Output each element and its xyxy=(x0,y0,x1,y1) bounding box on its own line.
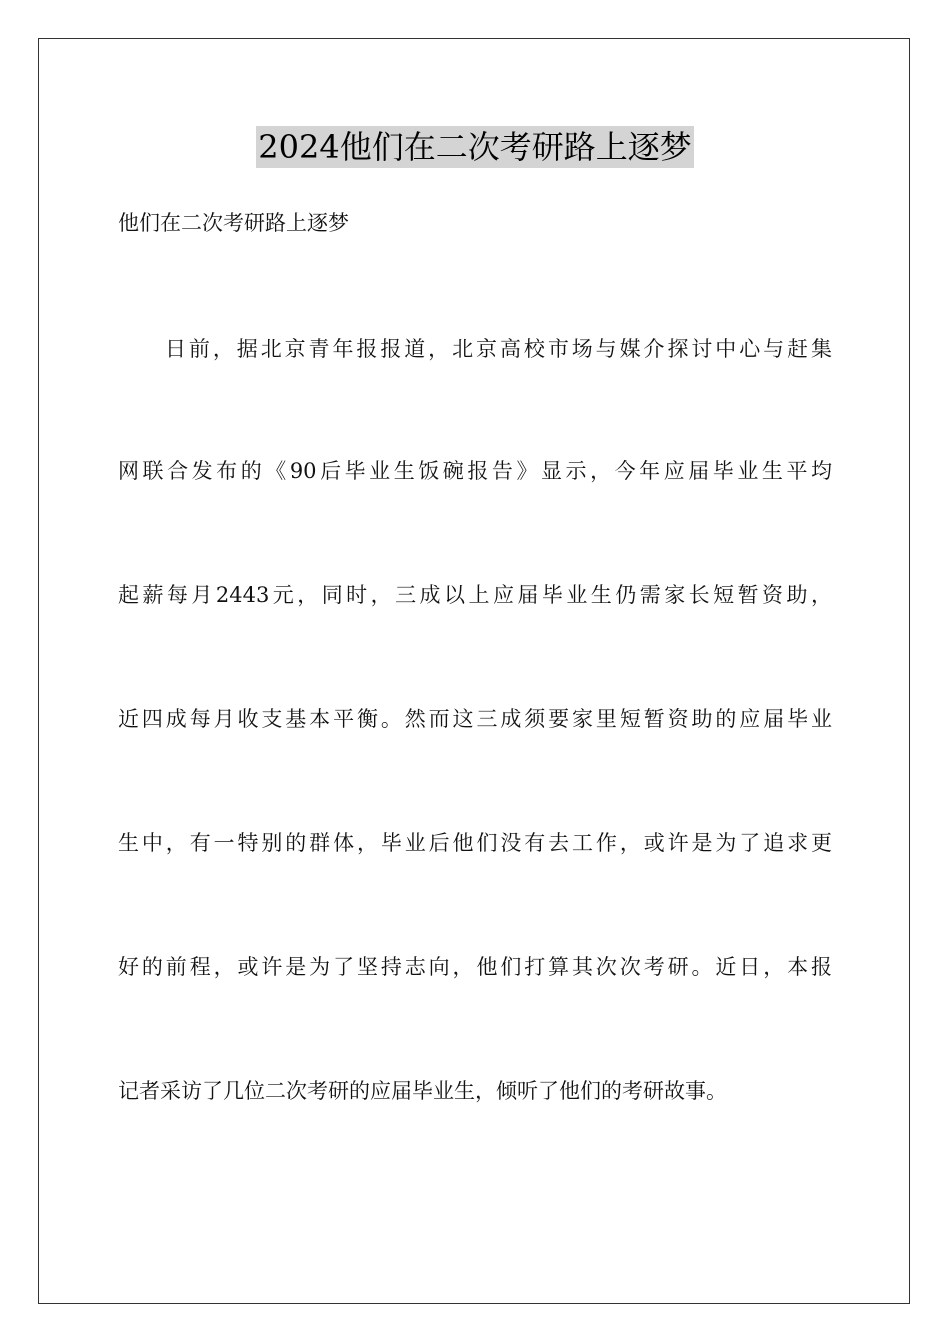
paragraph-line: 记者采访了几位二次考研的应届毕业生，倾听了他们的考研故事。 xyxy=(118,1079,727,1103)
paragraph-line: 网联合发布的《90后毕业生饭碗报告》显示，今年应届毕业生平均 xyxy=(118,459,832,483)
paragraph-line: 好的前程，或许是为了坚持志向，他们打算其次次考研。近日，本报 xyxy=(118,955,832,979)
title-container xyxy=(0,126,950,168)
paragraph-line: 生中，有一特别的群体，毕业后他们没有去工作，或许是为了追求更 xyxy=(118,831,832,855)
paragraph-line: 日前，据北京青年报报道，北京高校市场与媒介探讨中心与赶集 xyxy=(165,337,832,361)
document-subtitle: 他们在二次考研路上逐梦 xyxy=(118,211,349,235)
paragraph-line: 起薪每月2443元，同时，三成以上应届毕业生仍需家长短暂资助， xyxy=(118,583,832,607)
paragraph-line: 近四成每月收支基本平衡。然而这三成须要家里短暂资助的应届毕业 xyxy=(118,707,832,731)
document-title: 2024他们在二次考研路上逐梦 xyxy=(258,128,692,166)
